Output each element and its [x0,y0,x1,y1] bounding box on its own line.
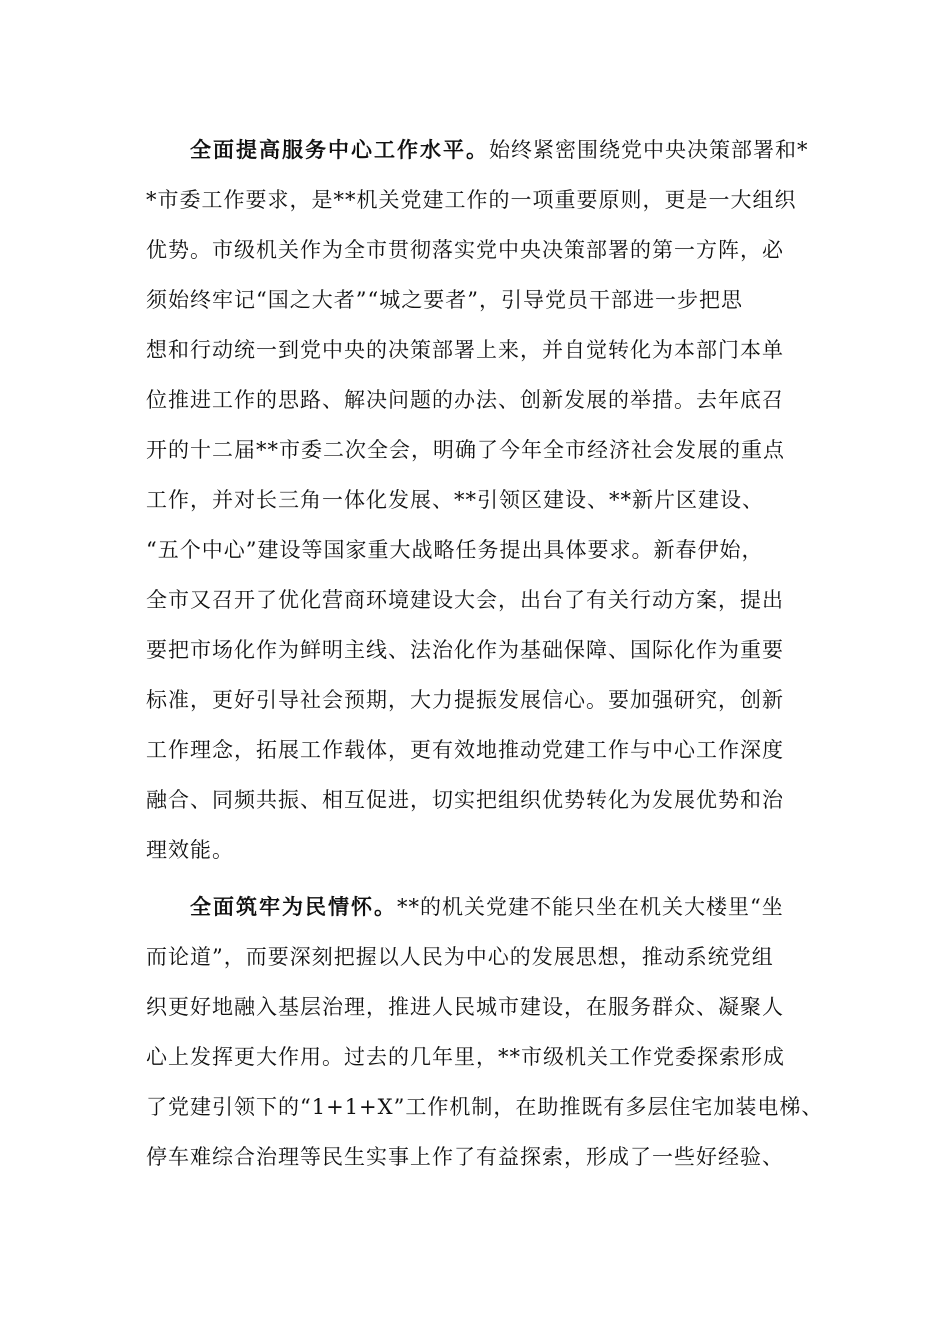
paragraph-line: *市委工作要求，是**机关党建工作的一项重要原则，更是一大组织 [146,188,797,212]
paragraph-line: 全市又召开了优化营商环境建设大会，出台了有关行动方案，提出 [146,588,784,612]
paragraph-line [146,882,826,932]
paragraph-line: 要把市场化作为鲜明主线、法治化作为基础保障、国际化作为重要 [146,638,784,662]
paragraph-heading: 全面提高服务中心工作水平。 [190,137,489,162]
paragraph-heading: 全面筑牢为民情怀。 [190,894,397,919]
paragraph-line: 了党建引领下的“1+1+X”工作机制，在助推既有多层住宅加装电梯、 [146,1095,824,1119]
paragraph-line: 优势。市级机关作为全市贯彻落实党中央决策部署的第一方阵，必 [146,238,784,262]
paragraph-people-centered [146,882,826,1182]
paragraph-line: 而论道”，而要深刻把握以人民为中心的发展思想，推动系统党组 [146,945,774,969]
paragraph-line: 开的十二届**市委二次全会，明确了今年全市经济社会发展的重点 [146,438,785,462]
paragraph-line: 织更好地融入基层治理，推进人民城市建设，在服务群众、凝聚人 [146,995,784,1019]
paragraph-line: 理效能。 [146,838,234,862]
paragraph-line: 想和行动统一到党中央的决策部署上来，并自觉转化为本部门本单 [146,338,784,362]
paragraph-line: 心上发挥更大作用。过去的几年里，**市级机关工作党委探索形成 [146,1045,785,1069]
paragraph-text: 始终紧密围绕党中央决策部署和* [489,138,809,162]
paragraph-line: 标准，更好引导社会预期，大力提振发展信心。要加强研究，创新 [146,688,784,712]
paragraph-text: **的机关党建不能只坐在机关大楼里“坐 [397,895,784,919]
paragraph-line: 须始终牢记“国之大者”“城之要者”，引导党员干部进一步把思 [146,288,743,312]
paragraph-line [146,125,826,175]
paragraph-line: 位推进工作的思路、解决问题的办法、创新发展的举措。去年底召 [146,388,784,412]
paragraph-line: 融合、同频共振、相互促进，切实把组织优势转化为发展优势和治 [146,788,784,812]
paragraph-line: “五个中心”建设等国家重大战略任务提出具体要求。新春伊始， [146,538,764,562]
paragraph-line: 工作，并对长三角一体化发展、**引领区建设、**新片区建设、 [146,488,764,512]
paragraph-line: 工作理念，拓展工作载体，更有效地推动党建工作与中心工作深度 [146,738,784,762]
paragraph-line: 停车难综合治理等民生实事上作了有益探索，形成了一些好经验、 [146,1145,784,1169]
paragraph-service-center-work [146,125,826,875]
